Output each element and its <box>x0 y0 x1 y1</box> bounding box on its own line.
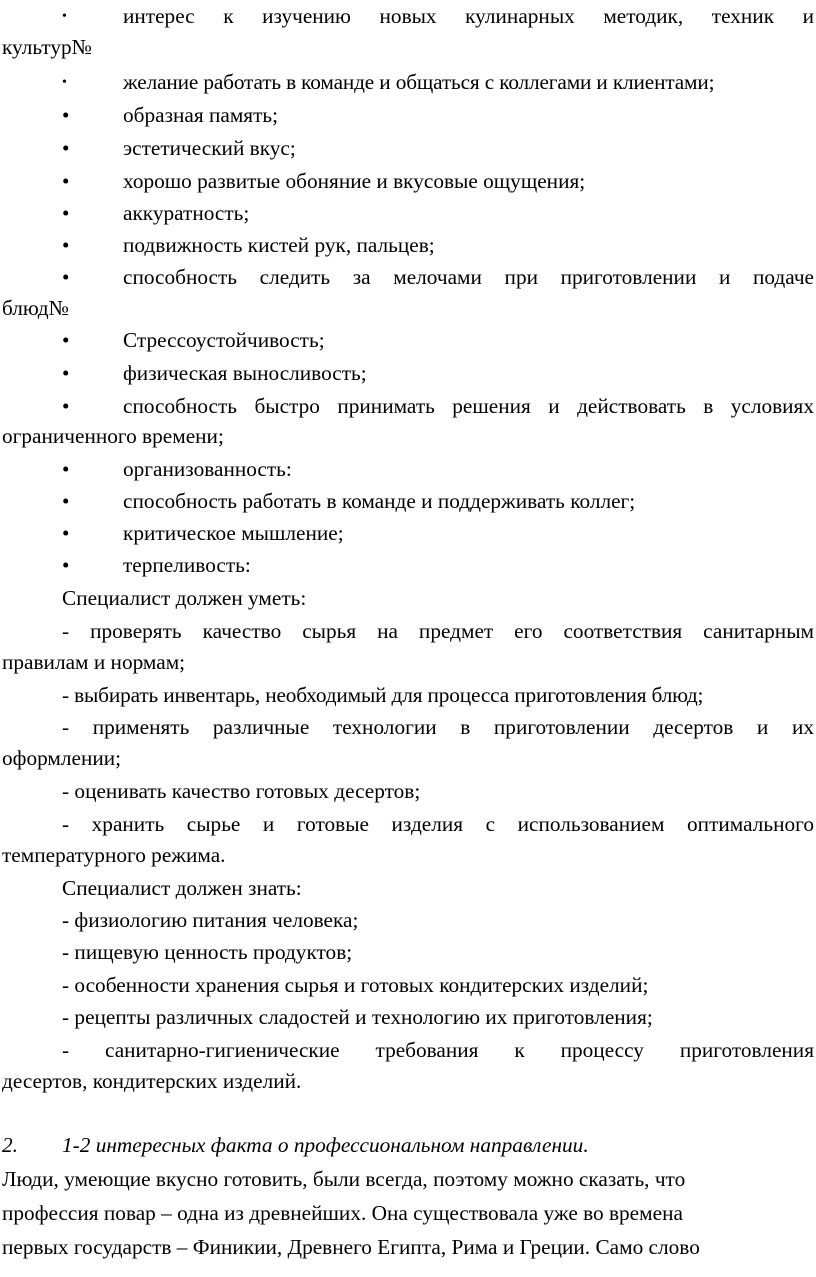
bullet-icon: • <box>62 233 70 257</box>
list-item-text: блюд№ <box>2 296 69 320</box>
list-item-text: способность работать в команде и поддерживать коллег; <box>123 489 636 513</box>
bullet-icon: • <box>62 103 70 127</box>
list-item-text: критическое мышление; <box>123 521 344 545</box>
list-item-text: Стрессоустойчивость; <box>123 328 325 352</box>
bullet-icon: • <box>62 553 70 577</box>
list-item-text: физическая выносливость; <box>123 361 367 385</box>
bullet-icon: • <box>62 136 70 160</box>
bullet-icon: • <box>62 489 70 513</box>
list-item-text: способность следить за мелочами при приготовлении и подаче <box>123 265 814 289</box>
bullet-icon: • <box>62 328 70 352</box>
list-item-text: организованность: <box>123 457 292 481</box>
bullet-icon: • <box>62 75 67 90</box>
list-item-text: аккуратность; <box>123 201 250 225</box>
list-item-text: терпеливость: <box>123 553 251 577</box>
bullet-icon: • <box>62 457 70 481</box>
bullet-icon: • <box>62 9 67 24</box>
section-number: 2. <box>2 1133 18 1157</box>
list-item-text: образная память; <box>123 103 279 127</box>
list-item-text: хорошо развитые обоняние и вкусовые ощущения; <box>123 169 586 193</box>
list-item-text: ограниченного времени; <box>2 424 224 448</box>
list-item-text: культур№ <box>2 35 92 59</box>
list-item-text: способность быстро принимать решения и действовать в условиях <box>123 394 814 418</box>
bullet-icon: • <box>62 169 70 193</box>
bullet-icon: • <box>62 361 70 385</box>
section-title: 1-2 интересных факта о профессиональном направлении. <box>62 1133 589 1157</box>
list-item-text: эстетический вкус; <box>123 136 296 160</box>
list-item-text: подвижность кистей рук, пальцев; <box>123 233 435 257</box>
bullet-icon: • <box>62 201 70 225</box>
bullet-icon: • <box>62 394 70 418</box>
list-item-text: желание работать в команде и общаться с коллегами и клиентами; <box>123 70 715 94</box>
list-item-text: интерес к изучению новых кулинарных методик, техник и <box>123 4 814 28</box>
bullet-icon: • <box>62 265 70 289</box>
bullet-icon: • <box>62 521 70 545</box>
